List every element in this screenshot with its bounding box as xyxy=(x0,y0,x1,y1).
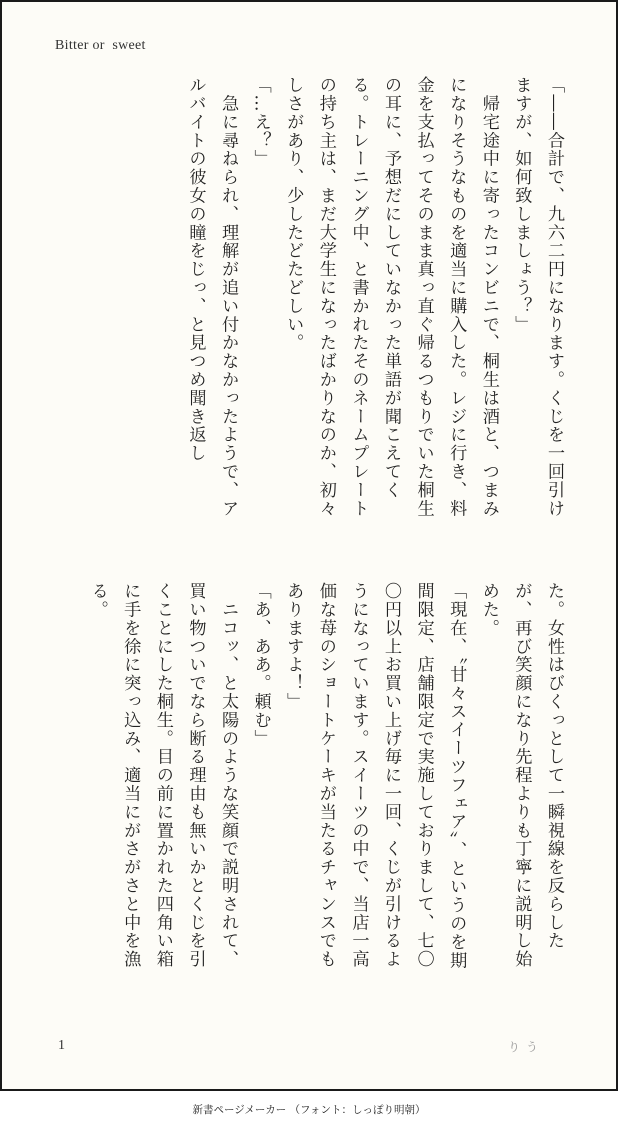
page-number: 1 xyxy=(58,1038,65,1053)
generator-caption: 新書ページメーカー （フォント：しっぽり明朝） xyxy=(192,1104,426,1116)
book-title: Bitter or sweet xyxy=(55,38,146,53)
body-text-lower: た。女性はびくっとして一瞬視線を反らしたが、再び笑顔になり先程よりも丁寧に説明し始めた。 「現在、〝甘々スイーツフェア〟、というのを期間限定、店舗限定で実施しておりまして、七〇〇円以上お買い上げ毎に一回、くじが引けるようになっています。スイーツの中で、当店一高価な苺のショートケーキが当たるチャンスでもありますよ！」 「あ、ああ。頼む」 ニコッ、と太陽のような笑顔で説明されて、買い物ついでなら断る理由も無いかとくじを引くことにした桐生。目の前に置かれた四角い箱に手を徐に突っ込み、適当にがさがさと中を漁る。 xyxy=(87,582,564,970)
author-name: りう xyxy=(508,1040,545,1054)
body-text-upper: 「――合計で、九六二円になります。くじを一回引けますが、如何致しましょう？」 帰宅途中に寄ったコンビニで、桐生は酒と、つまみになりそうなものを適当に購入した。レジに行き、料金を支払ってそのまま真っ直ぐ帰るつもりでいた桐生の耳に、予想だにしていなかった単語が聞こえてくる。トレーニング中、と書かれたそのネームプレートの持ち主は、まだ大学生になったばかりなのか、初々しさがあり、少したどたどしい。 「…え？」 急に尋ねられ、理解が追い付かなかったようで、アルバイトの彼女の瞳をじっ、と見つめ聞き返し xyxy=(185,76,564,518)
